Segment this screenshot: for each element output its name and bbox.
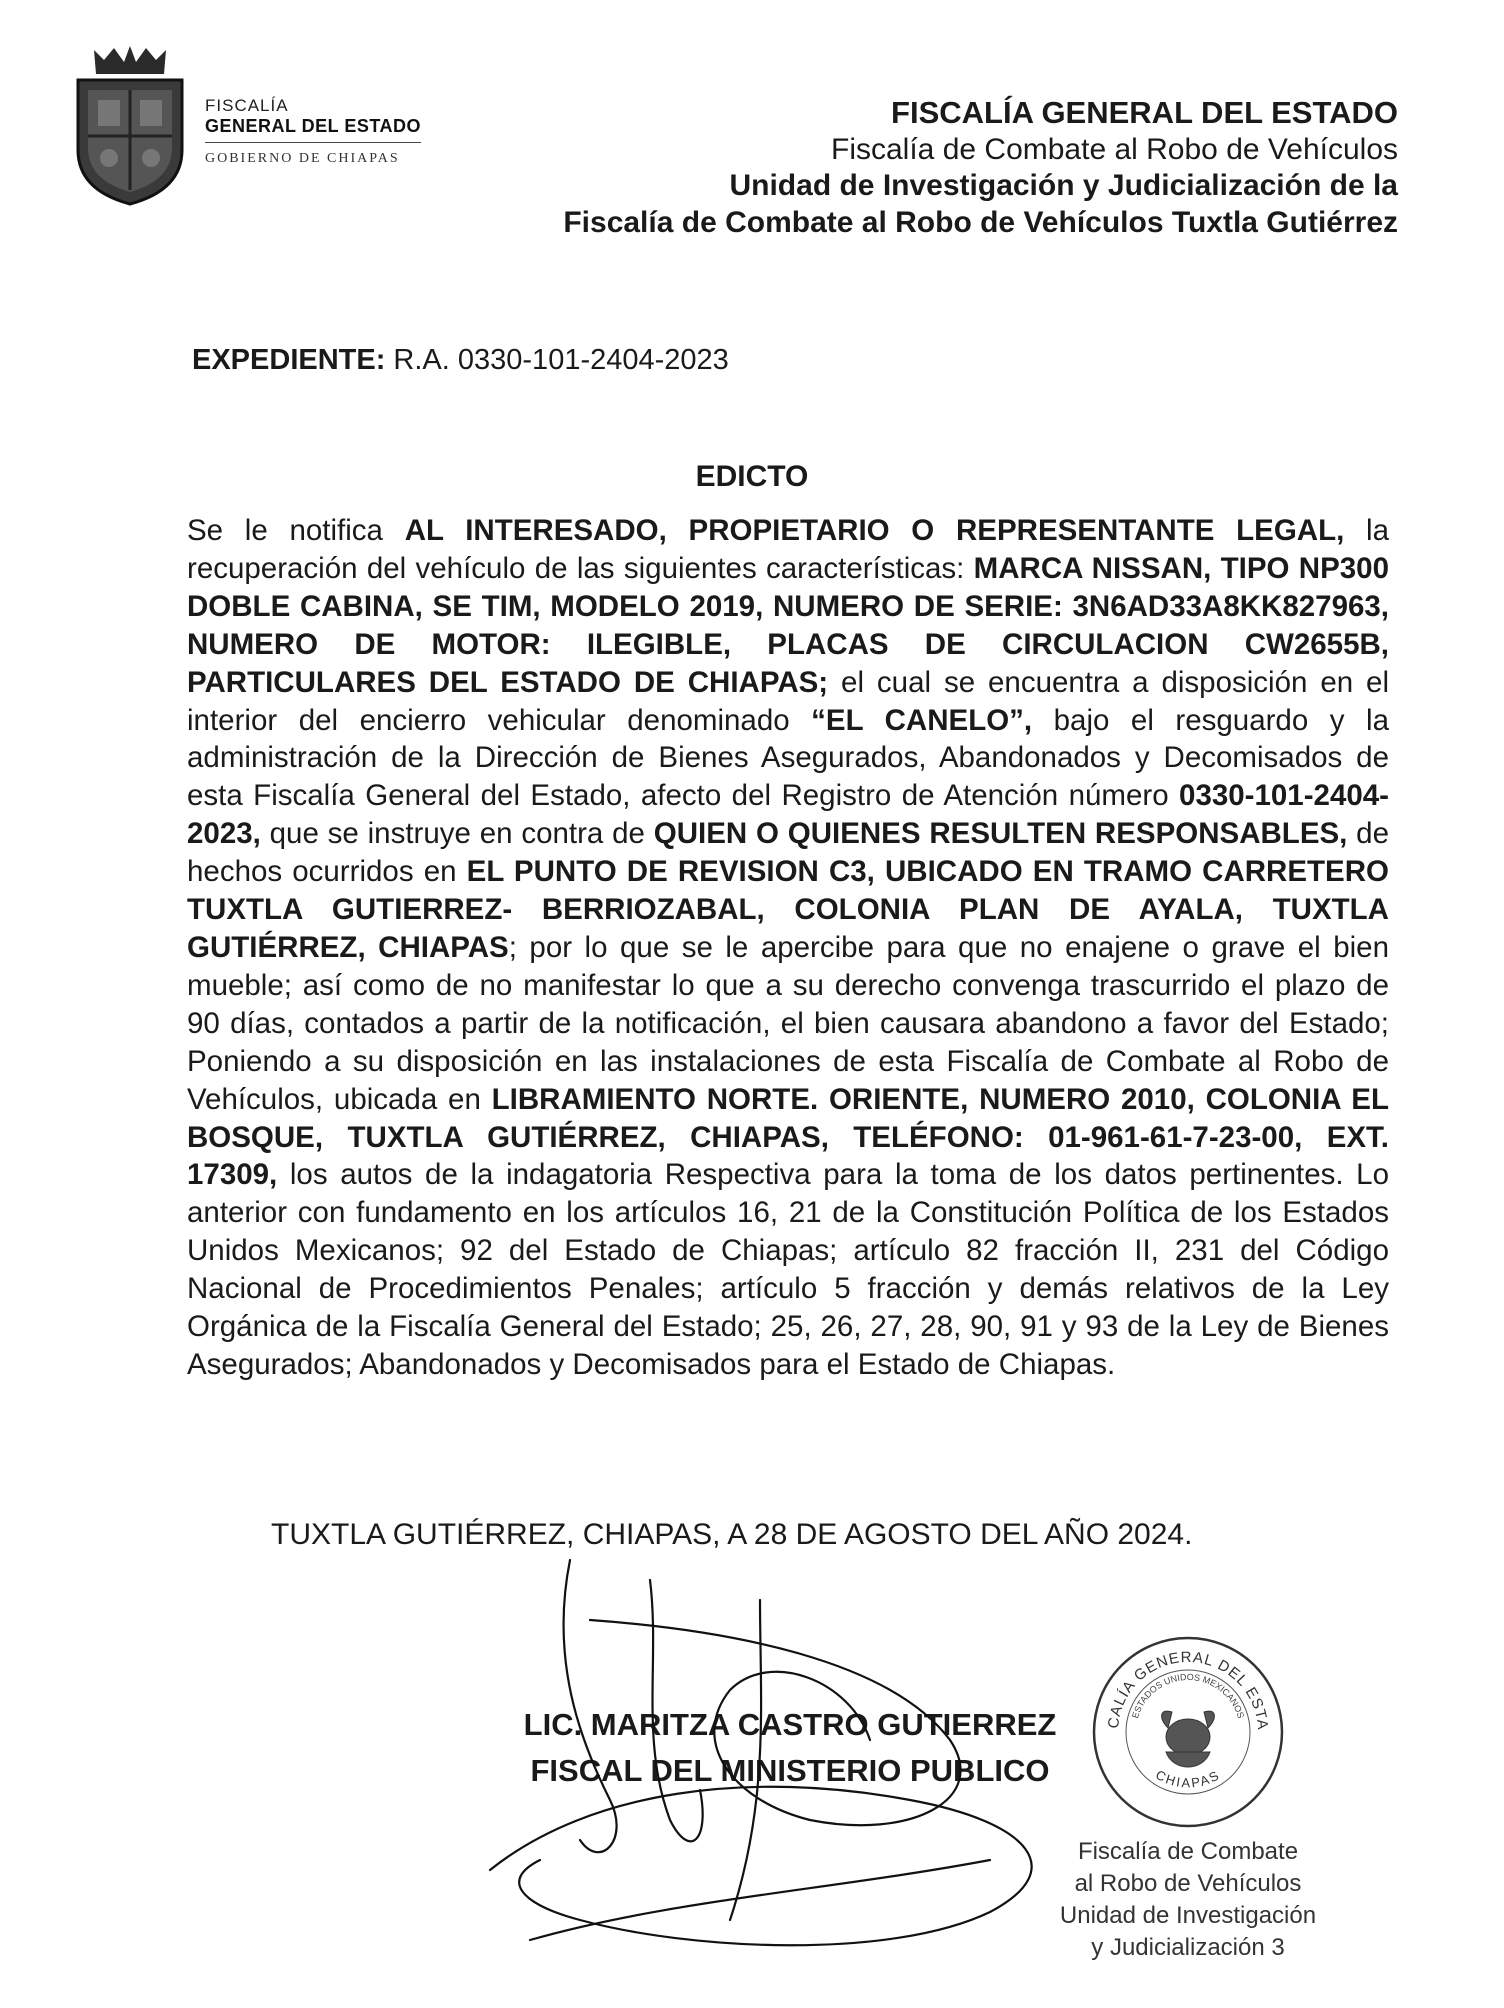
logo-line-general: GENERAL DEL ESTADO <box>205 116 421 144</box>
edict-body <box>187 512 1389 1384</box>
body-segment: ; por lo que se le apercibe para que no enajene o grave el bien mueble; así como de no manifestar lo que a su derecho convenga trascurrido el plazo de 90 días, contados a partir de la notificación, el bien causara abandono a favor del Estado; Poniendo a su disposición en las instalaciones de esta Fiscalía de Combate al Robo de Vehículos, ubicada en <box>187 930 1389 1116</box>
body-segment-bold: EL PUNTO DE REVISION C3, UBICADO EN TRAMO CARRETERO TUXTLA GUTIERREZ- BERRIOZABAL, COLONIA PLAN DE AYALA, TUXTLA GUTIÉRREZ, CHIAPAS <box>187 855 1389 964</box>
logo-line-fiscalia: FISCALÍA <box>205 96 289 115</box>
body-segment: que se instruye en contra de <box>260 817 654 851</box>
eagle-emblem-icon <box>1162 1711 1215 1767</box>
body-segment-bold: 0330-101-2404-2023, <box>187 779 1389 851</box>
seal-ring-inner: ESTADOS UNIDOS MEXICANOS <box>1129 1671 1247 1720</box>
body-segment-bold: AL INTERESADO, PROPIETARIO O REPRESENTANTE LEGAL, <box>404 514 1345 547</box>
logo-line-gobierno: GOBIERNO DE CHIAPAS <box>205 151 400 167</box>
place-and-date: TUXTLA GUTIÉRREZ, CHIAPAS, A 28 DE AGOSTO DEL AÑO 2024. <box>271 1518 1193 1551</box>
seal-caption-line: y Judicialización 3 <box>1091 1934 1285 1961</box>
coat-of-arms-icon <box>64 40 196 208</box>
body-segment: bajo el resguardo y la administración de la Dirección de Bienes Asegurados, Abandonados y Decomisados de esta Fiscalía General del Estado, afecto del Registro de Atención número <box>187 703 1389 813</box>
body-segment: Se le notifica <box>187 514 405 547</box>
body-segment-bold: “EL CANELO”, <box>811 703 1033 737</box>
seal-caption-line: al Robo de Vehículos <box>1074 1870 1302 1897</box>
letterhead <box>563 94 1398 242</box>
body-segment: de hechos ocurridos en <box>187 817 1389 889</box>
signer-block <box>500 1702 1080 1794</box>
case-number-value: R.A. 0330-101-2404-2023 <box>385 344 729 376</box>
body-segment: los autos de la indagatoria Respectiva para la toma de los datos pertinentes. Lo anterior con fundamento en los artículos 16, 21 de la Constitución Política de los Estados Unidos Mexicanos; 92 del Estado de Chiapas; artículo 82 fracción II, 231 del Código Nacional de Procedimientos Penales; artículo 5 fracción y demás relativos de la Ley Orgánica de la Fiscalía General del Estado; 25, 26, 27, 28, 90, 91 y 93 de la Ley de Bienes Asegurados; Abandonados y Decomisados para el Estado de Chiapas. <box>187 1158 1389 1381</box>
seal-ring-top: CALÍA GENERAL DEL ESTA <box>1104 1648 1272 1732</box>
letterhead-subtitle: Fiscalía de Combate al Robo de Vehículos <box>831 132 1398 166</box>
letterhead-unit-line1: Unidad de Investigación y Judicialización de la <box>729 169 1398 203</box>
seal-caption <box>1030 1836 1346 1964</box>
body-segment-bold: LIBRAMIENTO NORTE. ORIENTE, NUMERO 2010, COLONIA EL BOSQUE, TUXTLA GUTIÉRREZ, CHIAPAS, TELÉFONO: 01-961-61-7-23-00, EXT. 17309, <box>187 1082 1389 1192</box>
seal-caption-line: Fiscalía de Combate <box>1077 1838 1299 1865</box>
body-segment-bold: QUIEN O QUIENES RESULTEN RESPONSABLES, <box>653 817 1348 851</box>
signer-position: FISCAL DEL MINISTERIO PUBLICO <box>530 1753 1050 1788</box>
letterhead-title: FISCALÍA GENERAL DEL ESTADO <box>891 95 1398 130</box>
signer-name: LIC. MARITZA CASTRO GUTIERREZ <box>523 1707 1057 1742</box>
institution-logo-text <box>205 96 421 167</box>
seal-ring-bottom: CHIAPAS <box>1153 1766 1223 1791</box>
letterhead-unit-line2: Fiscalía de Combate al Robo de Vehículos Tuxtla Gutiérrez <box>563 206 1398 239</box>
case-number-label: EXPEDIENTE: <box>192 344 386 376</box>
svg-text:CHIAPAS <box>1153 1767 1223 1790</box>
official-seal <box>1088 1632 1288 1832</box>
body-segment-bold: MARCA NISSAN, TIPO NP300 DOBLE CABINA, SE TIM, MODELO 2019, NUMERO DE SERIE: 3N6AD33A8KK827963, NUMERO DE MOTOR: ILEGIBLE, PLACAS DE CIRCULACION CW2655B, PARTICULARES DEL ESTADO DE CHIAPAS; <box>187 551 1389 699</box>
seal-caption-line: Unidad de Investigación <box>1059 1902 1317 1929</box>
document-title: EDICTO <box>695 460 809 493</box>
body-segment: la recuperación del vehículo de las siguientes características: <box>187 514 1389 585</box>
case-number <box>192 344 729 377</box>
body-segment: el cual se encuentra a disposición en el interior del encierro vehicular denominado <box>187 665 1390 737</box>
